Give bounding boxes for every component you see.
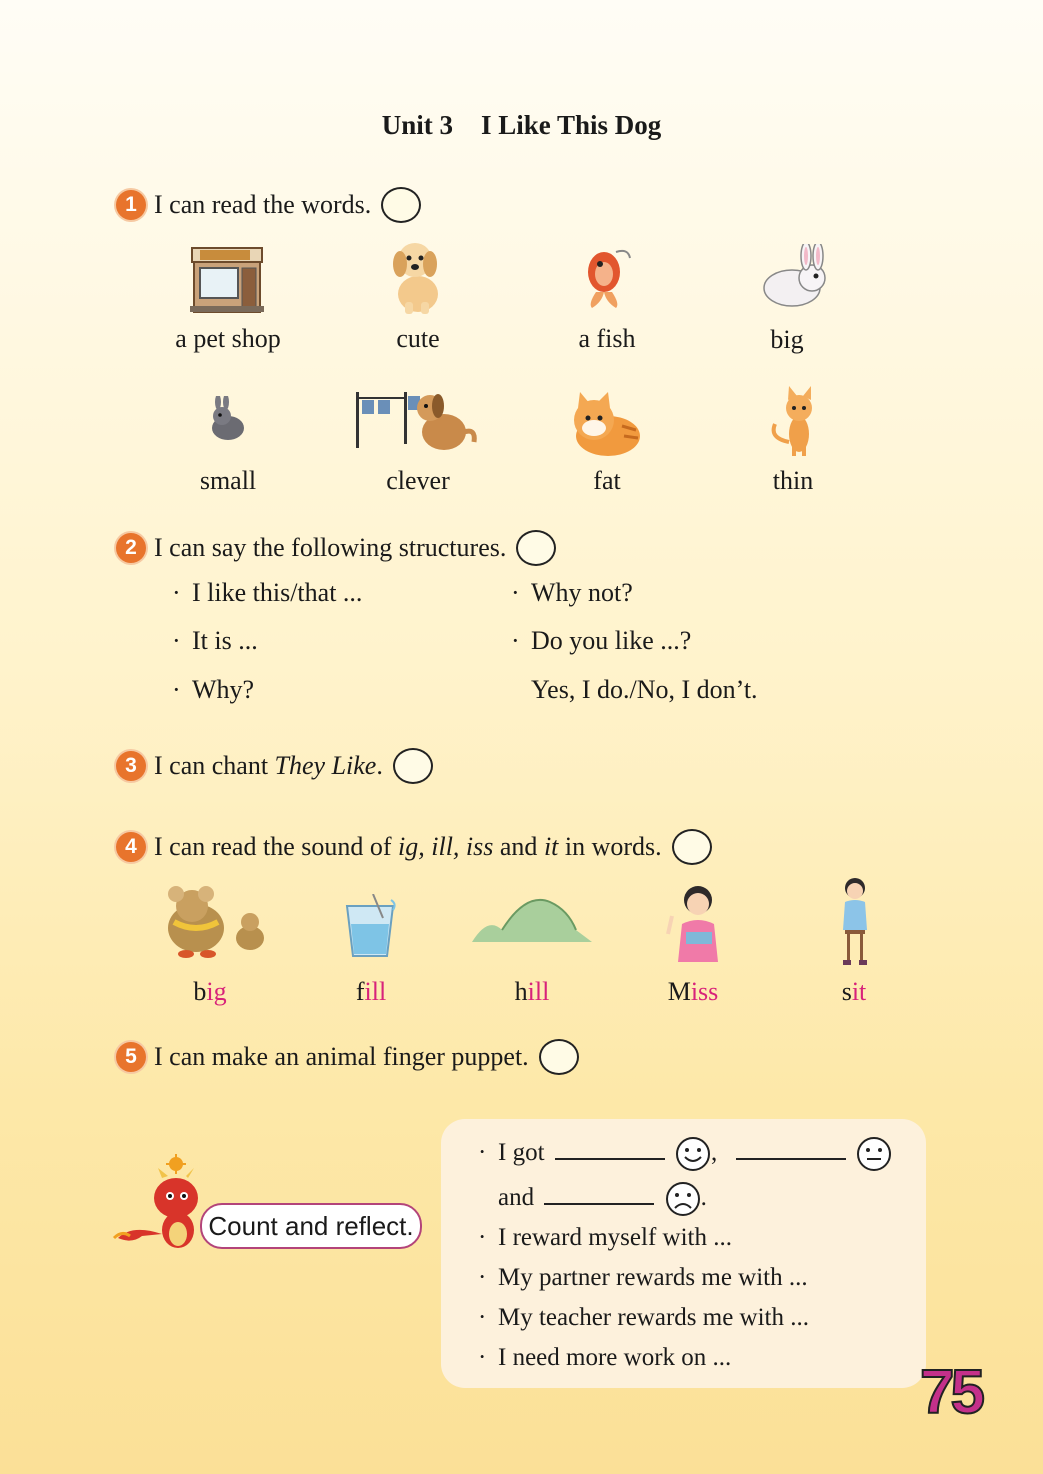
- structure-item: · Why?: [172, 675, 255, 704]
- reflect-line: · I reward myself with ...: [478, 1224, 732, 1251]
- section-3: [116, 749, 433, 783]
- section-text: I can read the words.: [154, 190, 372, 219]
- sad-face-icon: [665, 1181, 701, 1217]
- section-number: 1: [116, 190, 146, 220]
- self-check-circle[interactable]: [393, 748, 433, 784]
- section-number: 4: [116, 832, 146, 862]
- word-label: fat: [593, 466, 621, 495]
- section-number: 2: [116, 533, 146, 563]
- rabbit-icon: [756, 244, 830, 308]
- page-title: [0, 110, 1043, 141]
- small-rabbit-icon: [206, 396, 250, 442]
- unit-name: I Like This Dog: [480, 110, 662, 140]
- word-label: small: [199, 466, 257, 495]
- section-number: 3: [116, 751, 146, 781]
- phonics-word: Miss: [667, 977, 719, 1006]
- page-number: 75: [920, 1358, 981, 1427]
- reflect-and-line: and .: [498, 1181, 707, 1217]
- structure-item: · It is ...: [172, 626, 258, 655]
- word-label: big: [770, 325, 804, 354]
- blank-sad-count[interactable]: [544, 1181, 654, 1205]
- reflect-got-line: · I got ,: [478, 1136, 892, 1172]
- word-label: a pet shop: [175, 324, 281, 353]
- word-label: a fish: [578, 324, 636, 353]
- structure-answer: Yes, I do./No, I don’t.: [531, 675, 758, 704]
- section-1: [116, 188, 421, 222]
- section-5: [116, 1040, 579, 1074]
- reflect-line: · My teacher rewards me with ...: [478, 1304, 809, 1331]
- hill-icon: [472, 896, 594, 946]
- happy-face-icon: [675, 1136, 711, 1172]
- section-text: I can say the following structures.: [154, 533, 507, 562]
- structure-item: · Why not?: [511, 578, 633, 607]
- section-4: [116, 830, 712, 864]
- self-check-circle[interactable]: [381, 187, 421, 223]
- structure-item: · I like this/that ...: [172, 578, 363, 607]
- sitting-girl-icon: [833, 876, 877, 968]
- fat-cat-icon: [566, 390, 644, 458]
- glass-icon: [343, 894, 401, 960]
- section-text: I can chant They Like.: [154, 751, 383, 780]
- count-and-reflect-label: Count and reflect.: [200, 1203, 422, 1249]
- word-label: thin: [772, 466, 814, 495]
- word-label: clever: [386, 466, 450, 495]
- phonics-word: fill: [355, 977, 387, 1006]
- dragon-mascot-icon: [112, 1154, 208, 1252]
- phonics-word: hill: [514, 977, 550, 1006]
- section-2: [116, 531, 556, 565]
- self-check-circle[interactable]: [539, 1039, 579, 1075]
- phonics-word: sit: [841, 977, 867, 1006]
- blank-happy-count[interactable]: [555, 1136, 665, 1160]
- structure-item: · Do you like ...?: [511, 626, 692, 655]
- reflect-line: · My partner rewards me with ...: [478, 1264, 808, 1291]
- dog-counting-icon: [352, 388, 480, 454]
- neutral-face-icon: [856, 1136, 892, 1172]
- miss-teacher-icon: [662, 882, 724, 964]
- section-text: I can make an animal finger puppet.: [154, 1042, 529, 1071]
- phonics-word: big: [193, 977, 227, 1006]
- big-mouse-icon: [156, 882, 274, 962]
- section-text: I can read the sound of ig, ill, iss and it in words.: [154, 832, 662, 861]
- blank-neutral-count[interactable]: [736, 1136, 846, 1160]
- self-check-circle[interactable]: [672, 829, 712, 865]
- section-number: 5: [116, 1042, 146, 1072]
- goldfish-icon: [578, 244, 636, 310]
- word-label: cute: [396, 324, 440, 353]
- reflect-line: · I need more work on ...: [478, 1344, 732, 1371]
- puppy-icon: [383, 236, 453, 316]
- thin-cat-icon: [765, 386, 823, 458]
- unit-label: Unit 3: [381, 110, 453, 140]
- self-check-circle[interactable]: [516, 530, 556, 566]
- pet-shop-icon: [190, 246, 266, 314]
